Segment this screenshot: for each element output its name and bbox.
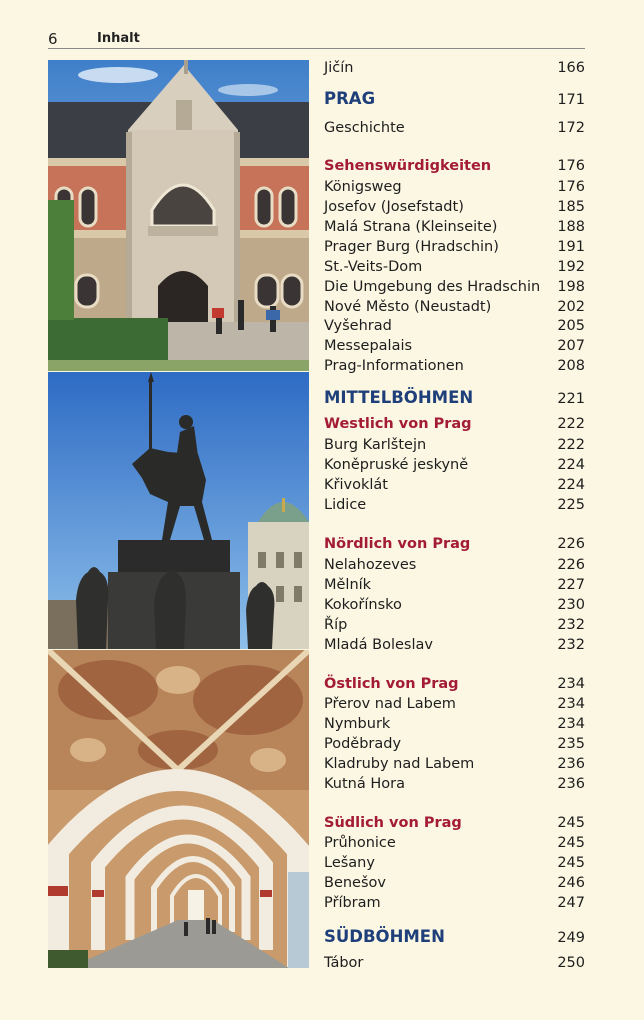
toc-page-number: 176 (557, 158, 585, 174)
toc-title: Kladruby nad Labem (324, 756, 475, 772)
toc-title: PRAG (324, 89, 376, 108)
toc-title: Prager Burg (Hradschin) (324, 239, 499, 255)
toc-title: Vyšehrad (324, 318, 392, 334)
toc-entry (324, 776, 585, 796)
toc-title: Mladá Boleslav (324, 637, 433, 653)
toc-entry (324, 855, 585, 875)
toc-title: Prag-Informationen (324, 358, 464, 374)
toc-page-number: 249 (557, 930, 585, 946)
toc-entry (324, 279, 585, 299)
toc-title: Messepalais (324, 338, 413, 354)
toc-page-number: 245 (557, 835, 585, 851)
toc-title: Kokořínsko (324, 597, 402, 613)
toc-entry (324, 179, 585, 199)
toc-page-number: 192 (557, 259, 585, 275)
toc-page-number: 202 (557, 299, 585, 315)
toc-page-number: 234 (557, 716, 585, 732)
toc-title: Josefov (Josefstadt) (324, 199, 464, 215)
arcade-photo (48, 650, 309, 968)
toc-title: Přerov nad Labem (324, 696, 456, 712)
toc-page-number: 198 (557, 279, 585, 295)
toc-title: Lidice (324, 497, 367, 513)
toc-entry (324, 617, 585, 637)
toc-title: St.-Veits-Dom (324, 259, 423, 275)
toc-title: Křivoklát (324, 477, 388, 493)
toc-title: Nördlich von Prag (324, 536, 471, 552)
toc-entry (324, 120, 585, 140)
toc-title: Poděbrady (324, 736, 402, 752)
toc-entry (324, 199, 585, 219)
toc-page-number: 245 (557, 855, 585, 871)
toc-entry (324, 955, 585, 975)
toc-subheading (324, 158, 585, 178)
toc-entry (324, 895, 585, 915)
toc-title: SÜDBÖHMEN (324, 927, 445, 946)
toc-title: Südlich von Prag (324, 815, 462, 831)
toc-page-number: 205 (557, 318, 585, 334)
toc-subheading (324, 676, 585, 696)
toc-title: Malá Strana (Kleinseite) (324, 219, 498, 235)
toc-entry (324, 736, 585, 756)
toc-page-number: 166 (557, 60, 585, 76)
toc-page-number: 208 (557, 358, 585, 374)
photo-column (48, 60, 309, 968)
toc-entry (324, 299, 585, 319)
equestrian-statue-photo (48, 372, 309, 649)
toc-region-heading (324, 390, 585, 410)
toc-title: Östlich von Prag (324, 676, 459, 692)
toc-title: Kutná Hora (324, 776, 405, 792)
toc-page-number: 235 (557, 736, 585, 752)
toc-title: Burg Karlštejn (324, 437, 427, 453)
toc-title: MITTELBÖHMEN (324, 388, 474, 407)
toc-title: Nové Město (Neustadt) (324, 299, 492, 315)
toc-entry (324, 716, 585, 736)
toc-page-number: 230 (557, 597, 585, 613)
toc-entry (324, 597, 585, 617)
toc-entry (324, 457, 585, 477)
toc-title: Průhonice (324, 835, 396, 851)
toc-title: Tábor (324, 955, 364, 971)
toc-page-number: 224 (557, 477, 585, 493)
toc-entry (324, 477, 585, 497)
toc-subheading (324, 815, 585, 835)
toc-entry (324, 239, 585, 259)
toc-page-number: 171 (557, 92, 585, 108)
toc-entry (324, 835, 585, 855)
toc-title: Nelahozeves (324, 557, 417, 573)
toc-title: Koněpruské jeskyně (324, 457, 469, 473)
toc-page-number: 207 (557, 338, 585, 354)
toc-page-number: 247 (557, 895, 585, 911)
toc-page-number: 222 (557, 437, 585, 453)
toc-page-number: 191 (557, 239, 585, 255)
toc-title: Říp (324, 617, 348, 633)
toc-page-number: 236 (557, 776, 585, 792)
toc-title: Sehenswürdigkeiten (324, 158, 492, 174)
toc-title: Lešany (324, 855, 375, 871)
toc-page-number: 224 (557, 457, 585, 473)
toc-entry (324, 557, 585, 577)
toc-region-heading (324, 91, 585, 111)
toc-page-number: 176 (557, 179, 585, 195)
toc-page-number: 245 (557, 815, 585, 831)
toc-entry (324, 358, 585, 378)
toc-title: Geschichte (324, 120, 405, 136)
toc-page-number: 226 (557, 557, 585, 573)
toc-page-number: 221 (557, 391, 585, 407)
toc-title: Die Umgebung des Hradschin (324, 279, 541, 295)
toc-page-number: 185 (557, 199, 585, 215)
toc-entry (324, 577, 585, 597)
toc-title: Jičín (324, 60, 354, 76)
toc-page-number: 188 (557, 219, 585, 235)
toc-entry (324, 219, 585, 239)
toc-page-number: 232 (557, 637, 585, 653)
toc-entry (324, 60, 585, 80)
toc-title: Westlich von Prag (324, 416, 472, 432)
toc-entry (324, 497, 585, 517)
toc-entry (324, 338, 585, 358)
running-head: Inhalt (97, 31, 140, 46)
toc-page-number: 225 (557, 497, 585, 513)
castle-photo (48, 60, 309, 371)
toc-page-number: 227 (557, 577, 585, 593)
toc-page-number: 236 (557, 756, 585, 772)
toc-title: Příbram (324, 895, 381, 911)
toc-page-number: 226 (557, 536, 585, 552)
toc-entry (324, 875, 585, 895)
page-number: 6 (48, 30, 58, 48)
toc-entry (324, 318, 585, 338)
toc-region-heading (324, 929, 585, 949)
toc-page-number: 246 (557, 875, 585, 891)
toc-subheading (324, 536, 585, 556)
toc-title: Königsweg (324, 179, 402, 195)
toc-entry (324, 696, 585, 716)
toc-entry (324, 259, 585, 279)
toc-page-number: 234 (557, 676, 585, 692)
toc-title: Benešov (324, 875, 386, 891)
toc-page-number: 234 (557, 696, 585, 712)
toc-page-number: 250 (557, 955, 585, 971)
toc-entry (324, 637, 585, 657)
toc-entry (324, 756, 585, 776)
table-of-contents (324, 0, 585, 1020)
toc-subheading (324, 416, 585, 436)
toc-page-number: 232 (557, 617, 585, 633)
toc-page-number: 172 (557, 120, 585, 136)
toc-title: Mělník (324, 577, 372, 593)
toc-entry (324, 437, 585, 457)
toc-title: Nymburk (324, 716, 391, 732)
toc-page-number: 222 (557, 416, 585, 432)
